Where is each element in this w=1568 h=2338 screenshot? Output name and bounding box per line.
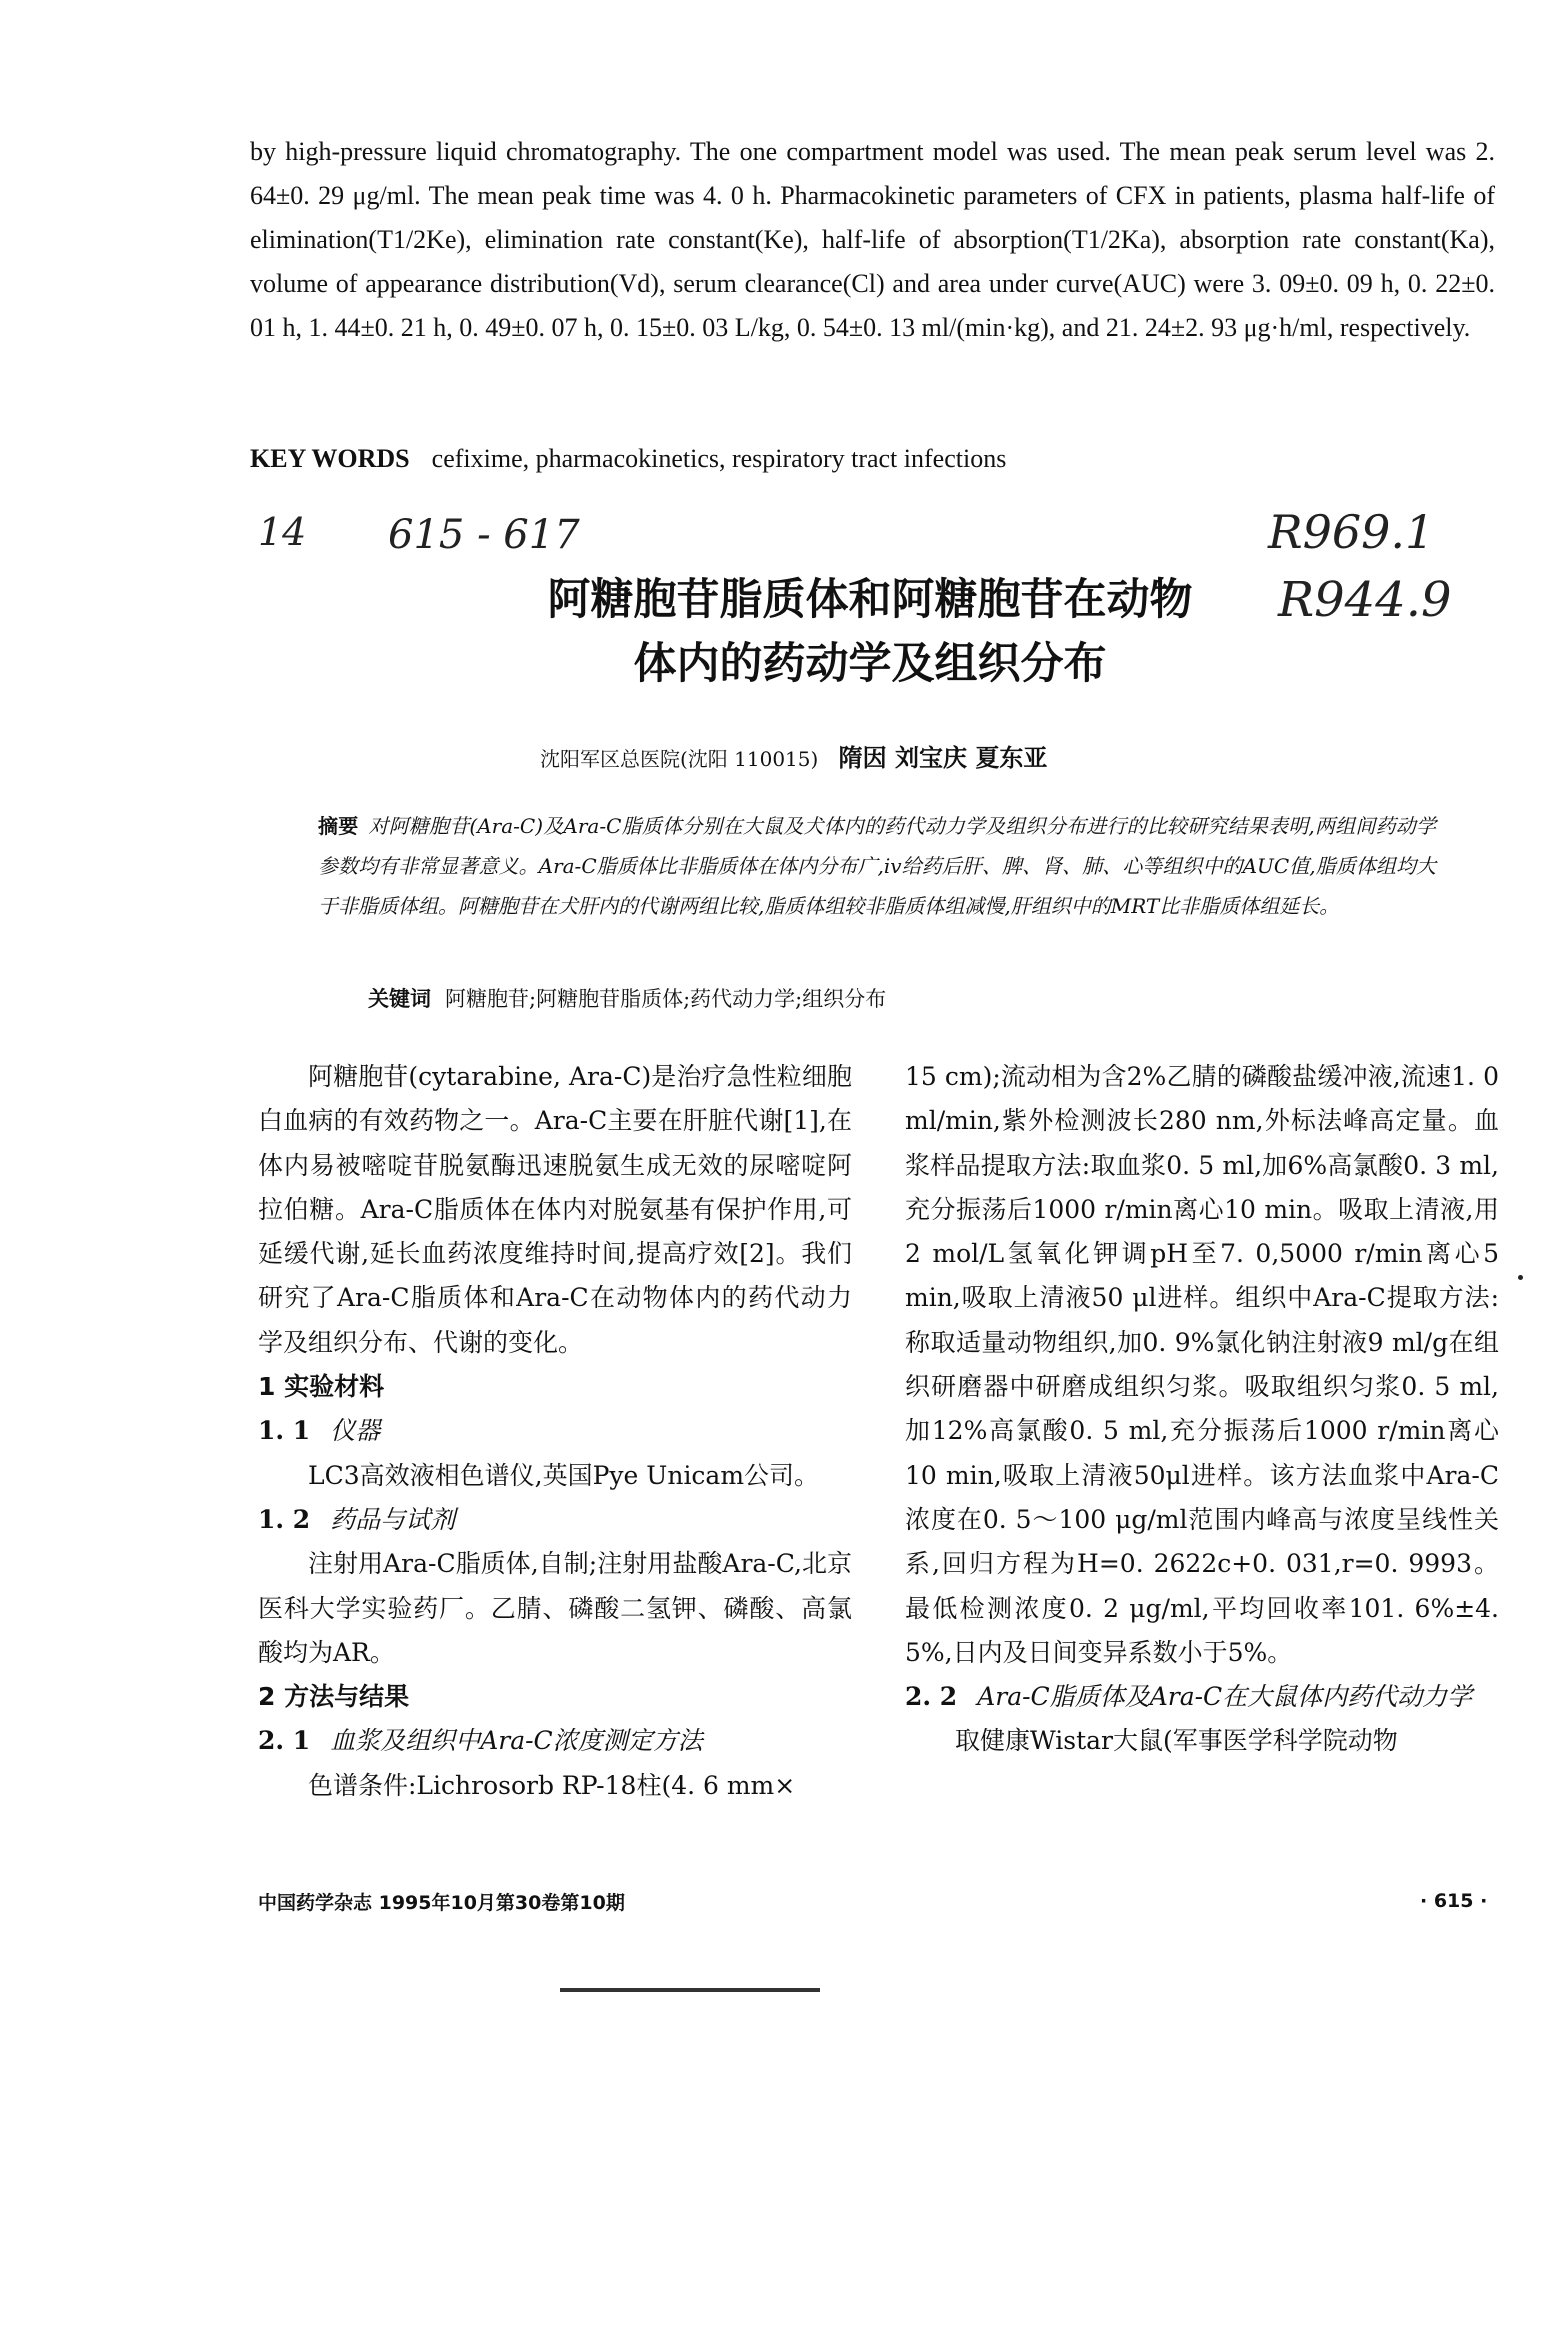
affiliation: 沈阳军区总医院(沈阳 110015): [540, 747, 819, 771]
title-line-1: 阿糖胞苷脂质体和阿糖胞苷在动物: [547, 575, 1193, 625]
section-2-1-text: 色谱条件:Lichrosorb RP-18柱(4. 6 mm×: [308, 1770, 796, 1800]
section-2-1-number: 2. 1: [258, 1726, 311, 1756]
method-paragraph: 15 cm);流动相为含2%乙腈的磷酸盐缓冲液,流速1. 0 ml/min,紫外检测波长280 nm,外标法峰高定量。血浆样品提取方法:取血浆0. 5 ml,加6%高氯酸0. 3 ml,充分振荡后1000 r/min离心10 min。吸取上清液,用2 mol/L氢氧化钾调pH至7. 0,5000 r/min离心5 min,吸取上清液50 μl进样。组织中Ara-C提取方法:称取适量动物组织,加0. 9%氯化钠注射液9 ml/g在组织研磨器中研磨成组织匀浆。吸取组织匀浆0. 5 ml,加12%高氯酸0. 5 ml,充分振荡后1000 r/min离心10 min,吸取上清液50μl进样。该方法血浆中Ara-C浓度在0. 5～100 μg/ml范围内峰高与浓度呈线性关系,回归方程为H=0. 2622c+0. 031,r=0. 9993。最低检测浓度0. 2 μg/ml,平均回收率101. 6%±4. 5%,日内及日间变异系数小于5%。: [905, 1062, 1499, 1667]
section-1-1-title: 仪器: [330, 1416, 381, 1446]
section-1-1-text: LC3高效液相色谱仪,英国Pye Unicam公司。: [308, 1460, 820, 1490]
handwritten-mark: 14: [258, 510, 307, 554]
left-column: [258, 1055, 852, 1808]
right-column: [905, 1055, 1499, 1764]
english-keywords: [250, 444, 1495, 474]
handwritten-pages: 615 - 617: [388, 512, 580, 558]
section-1-2-heading: [258, 1498, 852, 1542]
english-abstract-text: by high-pressure liquid chromatography. The one compartment model was used. The mean peak serum level was 2. 64±0. 29 μg/ml. The mean peak time was 4. 0 h. Pharmacokinetic parameters of CFX in patients, plasma half-life of elimination(T1/2Ke), elimination rate constant(Ke), half-life of absorption(T1/2Ka), absorption rate constant(Ka), volume of appearance distribution(Vd), serum clearance(Cl) and area under curve(AUC) were 3. 09±0. 09 h, 0. 22±0. 01 h, 1. 44±0. 21 h, 0. 49±0. 07 h, 0. 15±0. 03 L/kg, 0. 54±0. 13 ml/(min·kg), and 21. 24±2. 93 μg·h/ml, respectively.: [250, 137, 1495, 342]
author-block: [540, 738, 1240, 773]
section-2-1-heading: [258, 1719, 852, 1763]
section-2-2-number: 2. 2: [905, 1682, 958, 1712]
handwritten-class-1: R969.1: [1268, 505, 1435, 559]
chinese-abstract: [318, 806, 1436, 926]
title-line-2: 体内的药动学及组织分布: [633, 639, 1107, 689]
section-1-1-heading: [258, 1409, 852, 1453]
section-2-2-title: Ara-C脂质体及Ara-C在大鼠体内药代动力学: [977, 1682, 1473, 1712]
section-1-2-title: 药品与试剂: [330, 1504, 456, 1534]
paper-title: [520, 568, 1220, 696]
section-2-heading: 2 方法与结果: [258, 1682, 410, 1712]
page-number: · 615 ·: [1420, 1890, 1488, 1912]
section-2-2-text: 取健康Wistar大鼠(军事医学科学院动物: [955, 1726, 1398, 1756]
section-1-heading: 1 实验材料: [258, 1372, 385, 1402]
chinese-keywords: [368, 983, 886, 1013]
journal-footer: 中国药学杂志 1995年10月第30卷第10期: [258, 1892, 625, 1914]
keywords-label: KEY WORDS: [250, 444, 410, 473]
section-1-2-text: 注射用Ara-C脂质体,自制;注射用盐酸Ara-C,北京医科大学实验药厂。乙腈、磷酸二氢钾、磷酸、高氯酸均为AR。: [258, 1549, 852, 1667]
section-2-2-heading: [905, 1675, 1499, 1719]
english-abstract: [250, 130, 1495, 350]
author-names: 隋因 刘宝庆 夏东亚: [838, 743, 1048, 772]
chinese-keywords-label: 关键词: [368, 986, 431, 1011]
abstract-text: 对阿糖胞苷(Ara-C)及Ara-C脂质体分别在大鼠及犬体内的药代动力学及组织分布进行的比较研究结果表明,两组间药动学参数均有非常显著意义。Ara-C脂质体比非脂质体在体内分布广,iv给药后肝、脾、肾、肺、心等组织中的AUC值,脂质体组均大于非脂质体组。阿糖胞苷在犬肝内的代谢两组比较,脂质体组较非脂质体组减慢,肝组织中的MRT比非脂质体组延长。: [318, 814, 1436, 918]
keywords-text: cefixime, pharmacokinetics, respiratory tract infections: [431, 444, 1007, 473]
abstract-label: 摘要: [318, 814, 359, 838]
section-1-2-number: 1. 2: [258, 1504, 311, 1534]
intro-paragraph: 阿糖胞苷(cytarabine, Ara-C)是治疗急性粒细胞白血病的有效药物之一。Ara-C主要在肝脏代谢[1],在体内易被嘧啶苷脱氨酶迅速脱氨生成无效的尿嘧啶阿拉伯糖。Ara-C脂质体在体内对脱氨基有保护作用,可延缓代谢,延长血药浓度维持时间,提高疗效[2]。我们研究了Ara-C脂质体和Ara-C在动物体内的药代动力学及组织分布、代谢的变化。: [258, 1062, 852, 1357]
handwritten-class-2: R944.9: [1278, 572, 1452, 628]
section-1-1-number: 1. 1: [258, 1416, 311, 1446]
chinese-keywords-text: 阿糖胞苷;阿糖胞苷脂质体;药代动力学;组织分布: [445, 987, 887, 1011]
scan-artifact-dot: [1518, 1275, 1523, 1280]
section-2-1-title: 血浆及组织中Ara-C浓度测定方法: [330, 1726, 703, 1756]
scan-artifact-line: [560, 1988, 820, 1992]
